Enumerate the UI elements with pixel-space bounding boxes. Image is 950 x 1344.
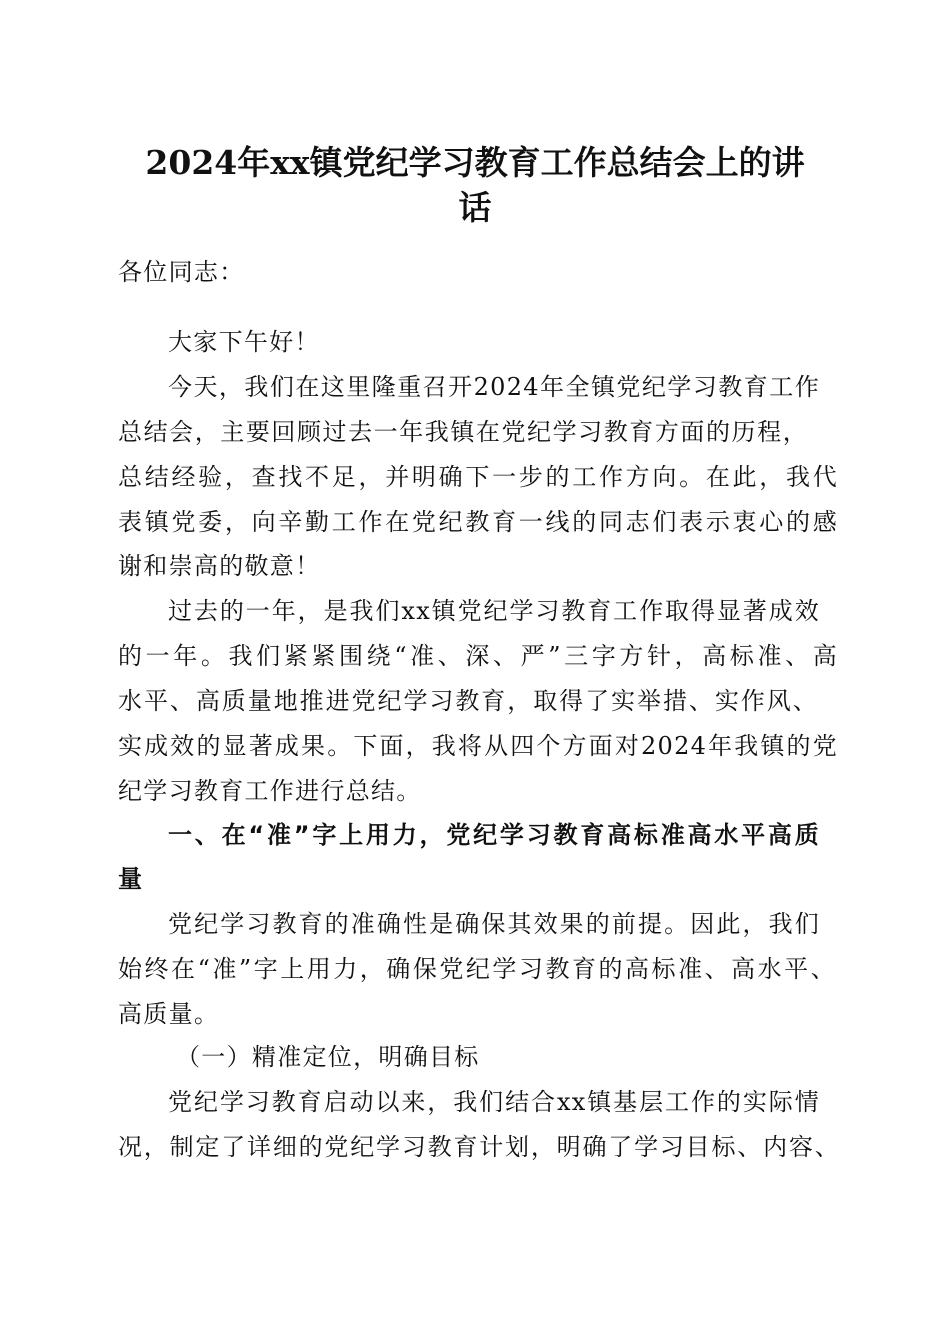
document-title-line-1: 2024年xx镇党纪学习教育工作总结会上的讲 xyxy=(145,143,805,182)
section-heading-1: 一、在“准”字上用力，党纪学习教育高标准高水平高质 xyxy=(168,821,820,849)
greeting: 大家下午好！ xyxy=(168,328,320,356)
section-heading-1-cont: 量 xyxy=(118,865,144,893)
paragraph-line: 过去的一年，是我们xx镇党纪学习教育工作取得显著成效 xyxy=(168,597,820,625)
paragraph-line: 今天，我们在这里隆重召开2024年全镇党纪学习教育工作 xyxy=(168,373,820,401)
paragraph-line: 况，制定了详细的党纪学习教育计划，明确了学习目标、内容、 xyxy=(118,1133,840,1161)
paragraph-line: 高质量。 xyxy=(118,1000,220,1028)
paragraph-line: 实成效的显著成果。下面，我将从四个方面对2024年我镇的党 xyxy=(118,732,838,760)
paragraph-line: 纪学习教育工作进行总结。 xyxy=(118,777,422,805)
paragraph-line: 表镇党委，向辛勤工作在党纪教育一线的同志们表示衷心的感 xyxy=(118,508,838,536)
paragraph-line: 党纪学习教育的准确性是确保其效果的前提。因此，我们 xyxy=(168,910,820,938)
sub-heading-1: （一）精准定位，明确目标 xyxy=(176,1043,480,1071)
paragraph-line: 谢和崇高的敬意！ xyxy=(118,552,321,580)
paragraph-line: 水平、高质量地推进党纪学习教育，取得了实举措、实作风、 xyxy=(118,687,818,715)
paragraph-line: 总结会，主要回顾过去一年我镇在党纪学习教育方面的历程， xyxy=(118,418,808,446)
paragraph-line: 始终在“准”字上用力，确保党纪学习教育的高标准、高水平、 xyxy=(118,955,836,983)
paragraph-line: 的一年。我们紧紧围绕“准、深、严”三字方针，高标准、高 xyxy=(118,642,838,670)
salutation: 各位同志： xyxy=(118,258,245,286)
paragraph-line: 总结经验，查找不足，并明确下一步的工作方向。在此，我代 xyxy=(118,463,838,491)
paragraph-line: 党纪学习教育启动以来，我们结合xx镇基层工作的实际情 xyxy=(168,1088,820,1116)
document-title-line-2: 话 xyxy=(458,188,492,227)
